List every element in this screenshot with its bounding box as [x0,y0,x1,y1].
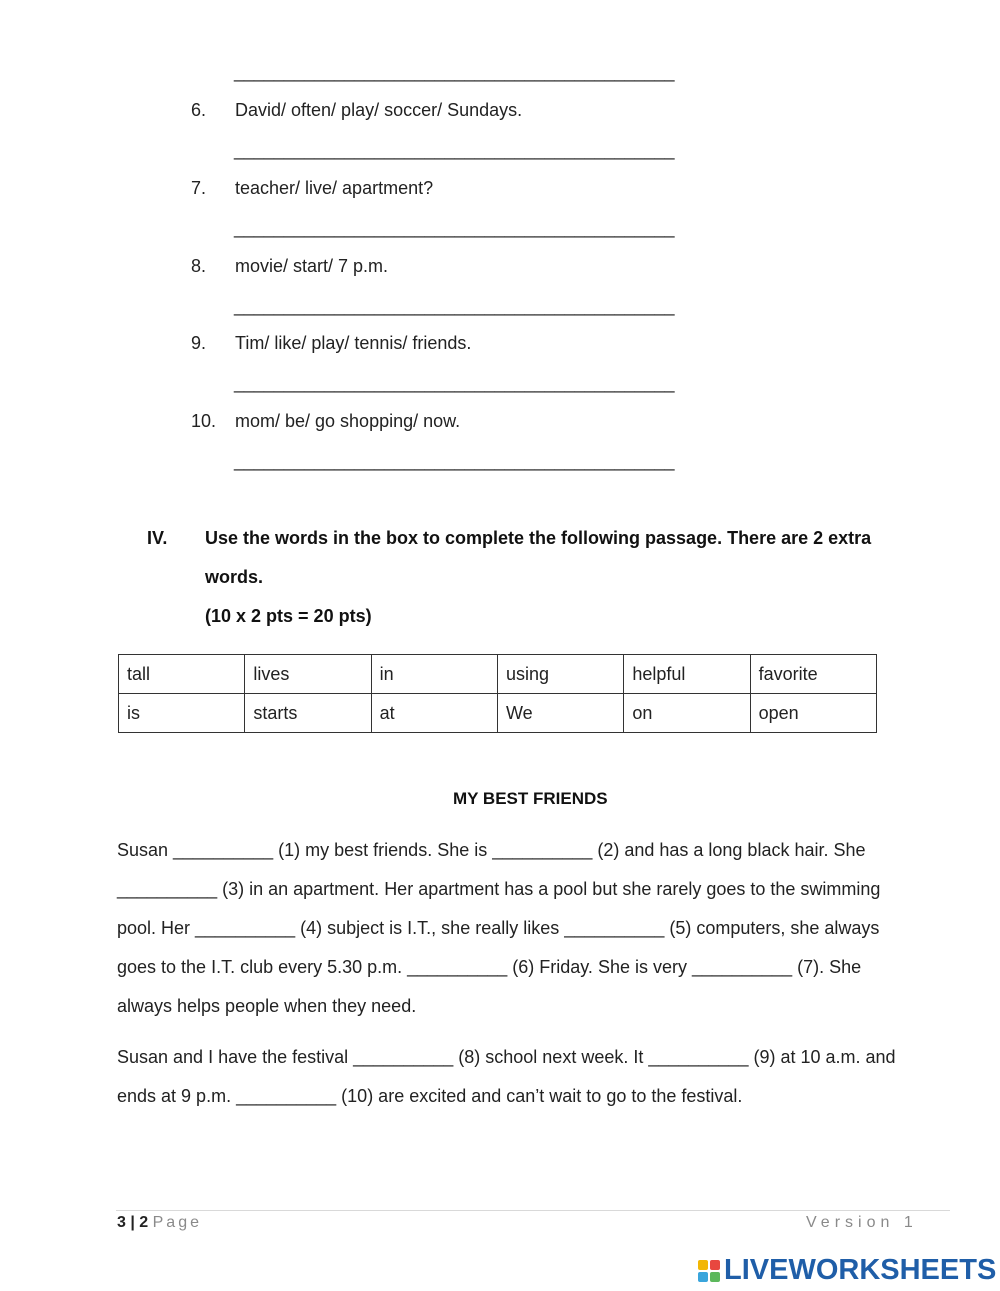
word-cell: helpful [624,655,750,694]
points-note: (10 x 2 pts = 20 pts) [205,606,372,626]
logo-text: LIVEWORKSHEETS [724,1254,997,1286]
answer-line[interactable]: ____________________________________________ [234,451,675,471]
answer-line[interactable]: ____________________________________________ [234,140,675,160]
footer-divider [116,1210,950,1211]
answer-line[interactable]: ____________________________________________ [234,218,675,238]
passage-line: ends at 9 p.m. __________ (10) are excited and can’t wait to go to the festival. [117,1086,743,1106]
passage-line: Susan and I have the festival __________ (8) school next week. It __________ (9) at 10 a.m. and [117,1047,896,1067]
logo-blocks-icon [698,1260,720,1282]
item-number: 9. [191,333,207,353]
passage-line: always helps people when they need. [117,996,417,1016]
passage-line: goes to the I.T. club every 5.30 p.m. __________ (6) Friday. She is very __________ (7). She [117,957,862,977]
section-numeral: IV. [147,528,168,548]
logo-block [698,1260,708,1270]
word-box [118,654,877,733]
item-prompt: mom/ be/ go shopping/ now. [235,411,461,431]
word-cell: in [371,655,497,694]
item-prompt: Tim/ like/ play/ tennis/ friends. [235,333,472,353]
answer-line[interactable]: ____________________________________________ [234,373,675,393]
item-number: 10. [191,411,217,431]
passage-title: MY BEST FRIENDS [453,789,608,808]
page-number-value: 3 | 2 [117,1214,149,1231]
logo-block [710,1272,720,1282]
item-prompt: teacher/ live/ apartment? [235,178,434,198]
instruction-line-1: Use the words in the box to complete the following passage. There are 2 extra [205,528,872,548]
word-cell: using [497,655,623,694]
passage-line: __________ (3) in an apartment. Her apartment has a pool but she rarely goes to the swimming [117,879,881,899]
word-cell: tall [119,655,245,694]
passage-line: Susan __________ (1) my best friends. She is __________ (2) and has a long black hair. She [117,840,866,860]
item-number: 7. [191,178,207,198]
word-cell: We [497,694,623,733]
item-number: 8. [191,256,207,276]
version-label: Version 1 [806,1214,918,1231]
word-cell: starts [245,694,371,733]
answer-line[interactable]: ____________________________________________ [234,296,675,316]
word-cell: open [750,694,876,733]
word-cell: is [119,694,245,733]
answer-line[interactable]: ____________________________________________ [234,62,675,82]
word-box-row [119,655,877,694]
word-cell: at [371,694,497,733]
page-number [117,1214,202,1232]
page-label: Page [152,1214,202,1231]
passage-line: pool. Her __________ (4) subject is I.T., she really likes __________ (5) computers, she always [117,918,880,938]
word-cell: lives [245,655,371,694]
logo-block [710,1260,720,1270]
item-number: 6. [191,100,207,120]
word-cell: on [624,694,750,733]
item-prompt: David/ often/ play/ soccer/ Sundays. [235,100,523,120]
instruction-line-2: words. [205,567,264,587]
item-prompt: movie/ start/ 7 p.m. [235,256,389,276]
liveworksheets-logo[interactable] [698,1254,996,1287]
word-box-row [119,694,877,733]
word-cell: favorite [750,655,876,694]
logo-block [698,1272,708,1282]
